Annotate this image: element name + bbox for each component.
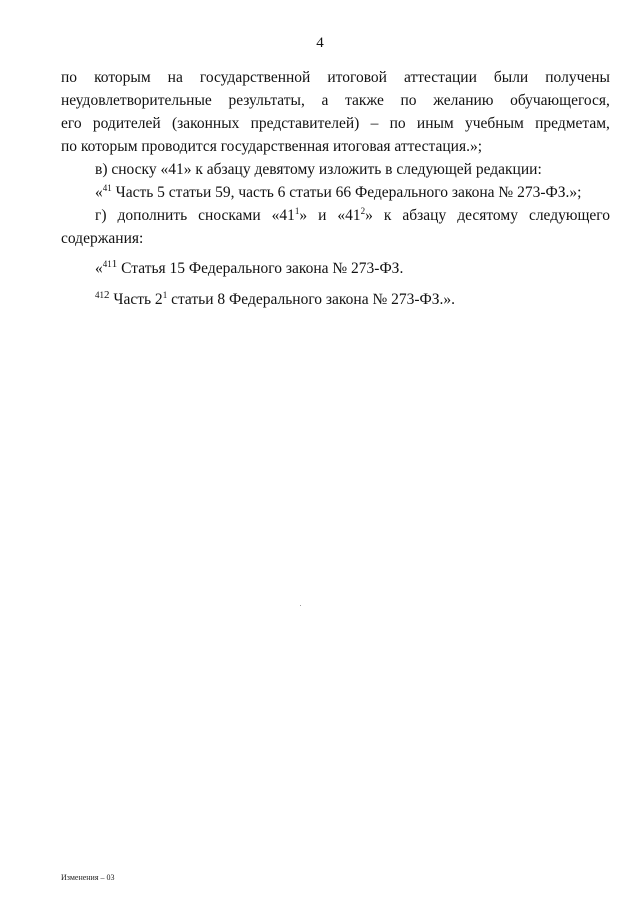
word: государственной — [199, 69, 311, 86]
word: представителей) — [250, 115, 360, 132]
paragraph-line-1 — [61, 66, 610, 89]
item-v-footnote-quote — [61, 181, 610, 204]
word: его — [61, 115, 82, 132]
footnote-ref-41-1 — [272, 204, 308, 227]
paragraph-line-3 — [61, 112, 610, 135]
item-v-text: в) сноску «41» к абзацу девятому изложить в следующей редакции: — [95, 161, 542, 178]
word: получены — [545, 69, 610, 86]
footnote-superscript: 41 — [102, 259, 112, 269]
word: по — [389, 115, 406, 132]
footnote-text: Статья 15 Федерального закона № 273-ФЗ. — [117, 260, 404, 277]
word: предметам, — [535, 115, 610, 132]
word: (законных — [171, 115, 240, 132]
footnote-inline-superscript: 1 — [162, 290, 168, 300]
word: учебным — [464, 115, 524, 132]
ref-close-quote: » — [365, 207, 373, 224]
word: к — [383, 207, 392, 224]
footnote-text: Часть 5 статьи 59, часть 6 статьи 66 Федерального закона № 273-ФЗ.»; — [111, 184, 582, 201]
word: г) — [95, 207, 107, 224]
ref-close-quote: » — [299, 207, 308, 224]
ref-number: «41 — [337, 207, 361, 224]
word: дополнить — [117, 207, 188, 224]
word: по — [400, 92, 417, 109]
word: и — [318, 207, 327, 224]
word: которым — [94, 69, 151, 86]
open-quote: « — [95, 260, 103, 277]
word: родителей — [92, 115, 161, 132]
footnote-superscript-index: 1 — [111, 258, 118, 270]
word: по — [61, 69, 78, 86]
item-g-line-1 — [61, 204, 610, 227]
word: а — [321, 92, 329, 109]
word: неудовлетворительные — [61, 92, 212, 109]
footnote-superscript: 41 — [95, 290, 104, 300]
ref-superscript: 1 — [294, 206, 300, 216]
ref-number: «41 — [271, 207, 295, 224]
paragraph-line-2 — [61, 89, 610, 112]
scan-speck — [300, 605, 301, 606]
word: желанию — [433, 92, 494, 109]
word: сносками — [198, 207, 261, 224]
word: итоговой — [327, 69, 387, 86]
word: следующего — [528, 207, 610, 224]
footnote-superscript-index: 2 — [104, 289, 110, 301]
footnote-superscript: 41 — [102, 183, 112, 193]
footnote-41-1 — [61, 253, 610, 285]
paragraph-line-4: по которым проводится государственная итоговая аттестация.»; — [61, 138, 483, 155]
document-body — [61, 66, 610, 315]
page-number: 4 — [316, 35, 324, 51]
word: результаты, — [228, 92, 305, 109]
word: были — [493, 69, 529, 86]
item-g-line-2: содержания: — [61, 230, 144, 247]
word: также — [345, 92, 384, 109]
word: десятому — [457, 207, 518, 224]
footnote-ref-41-2 — [337, 204, 373, 227]
footnote-41-2 — [61, 285, 610, 315]
word: обучающегося, — [510, 92, 610, 109]
footnote-text-part-2: статьи 8 Федерального закона № 273-ФЗ.». — [167, 291, 456, 308]
word: абзацу — [402, 207, 447, 224]
word: аттестации — [403, 69, 477, 86]
footnote-text-part-1: Часть 2 — [109, 291, 163, 308]
open-quote: « — [95, 184, 103, 201]
ref-superscript: 2 — [360, 206, 366, 216]
footer-label: Изменения – 03 — [61, 873, 115, 882]
word: – — [370, 115, 379, 132]
word: на — [167, 69, 183, 86]
word: иным — [416, 115, 454, 132]
